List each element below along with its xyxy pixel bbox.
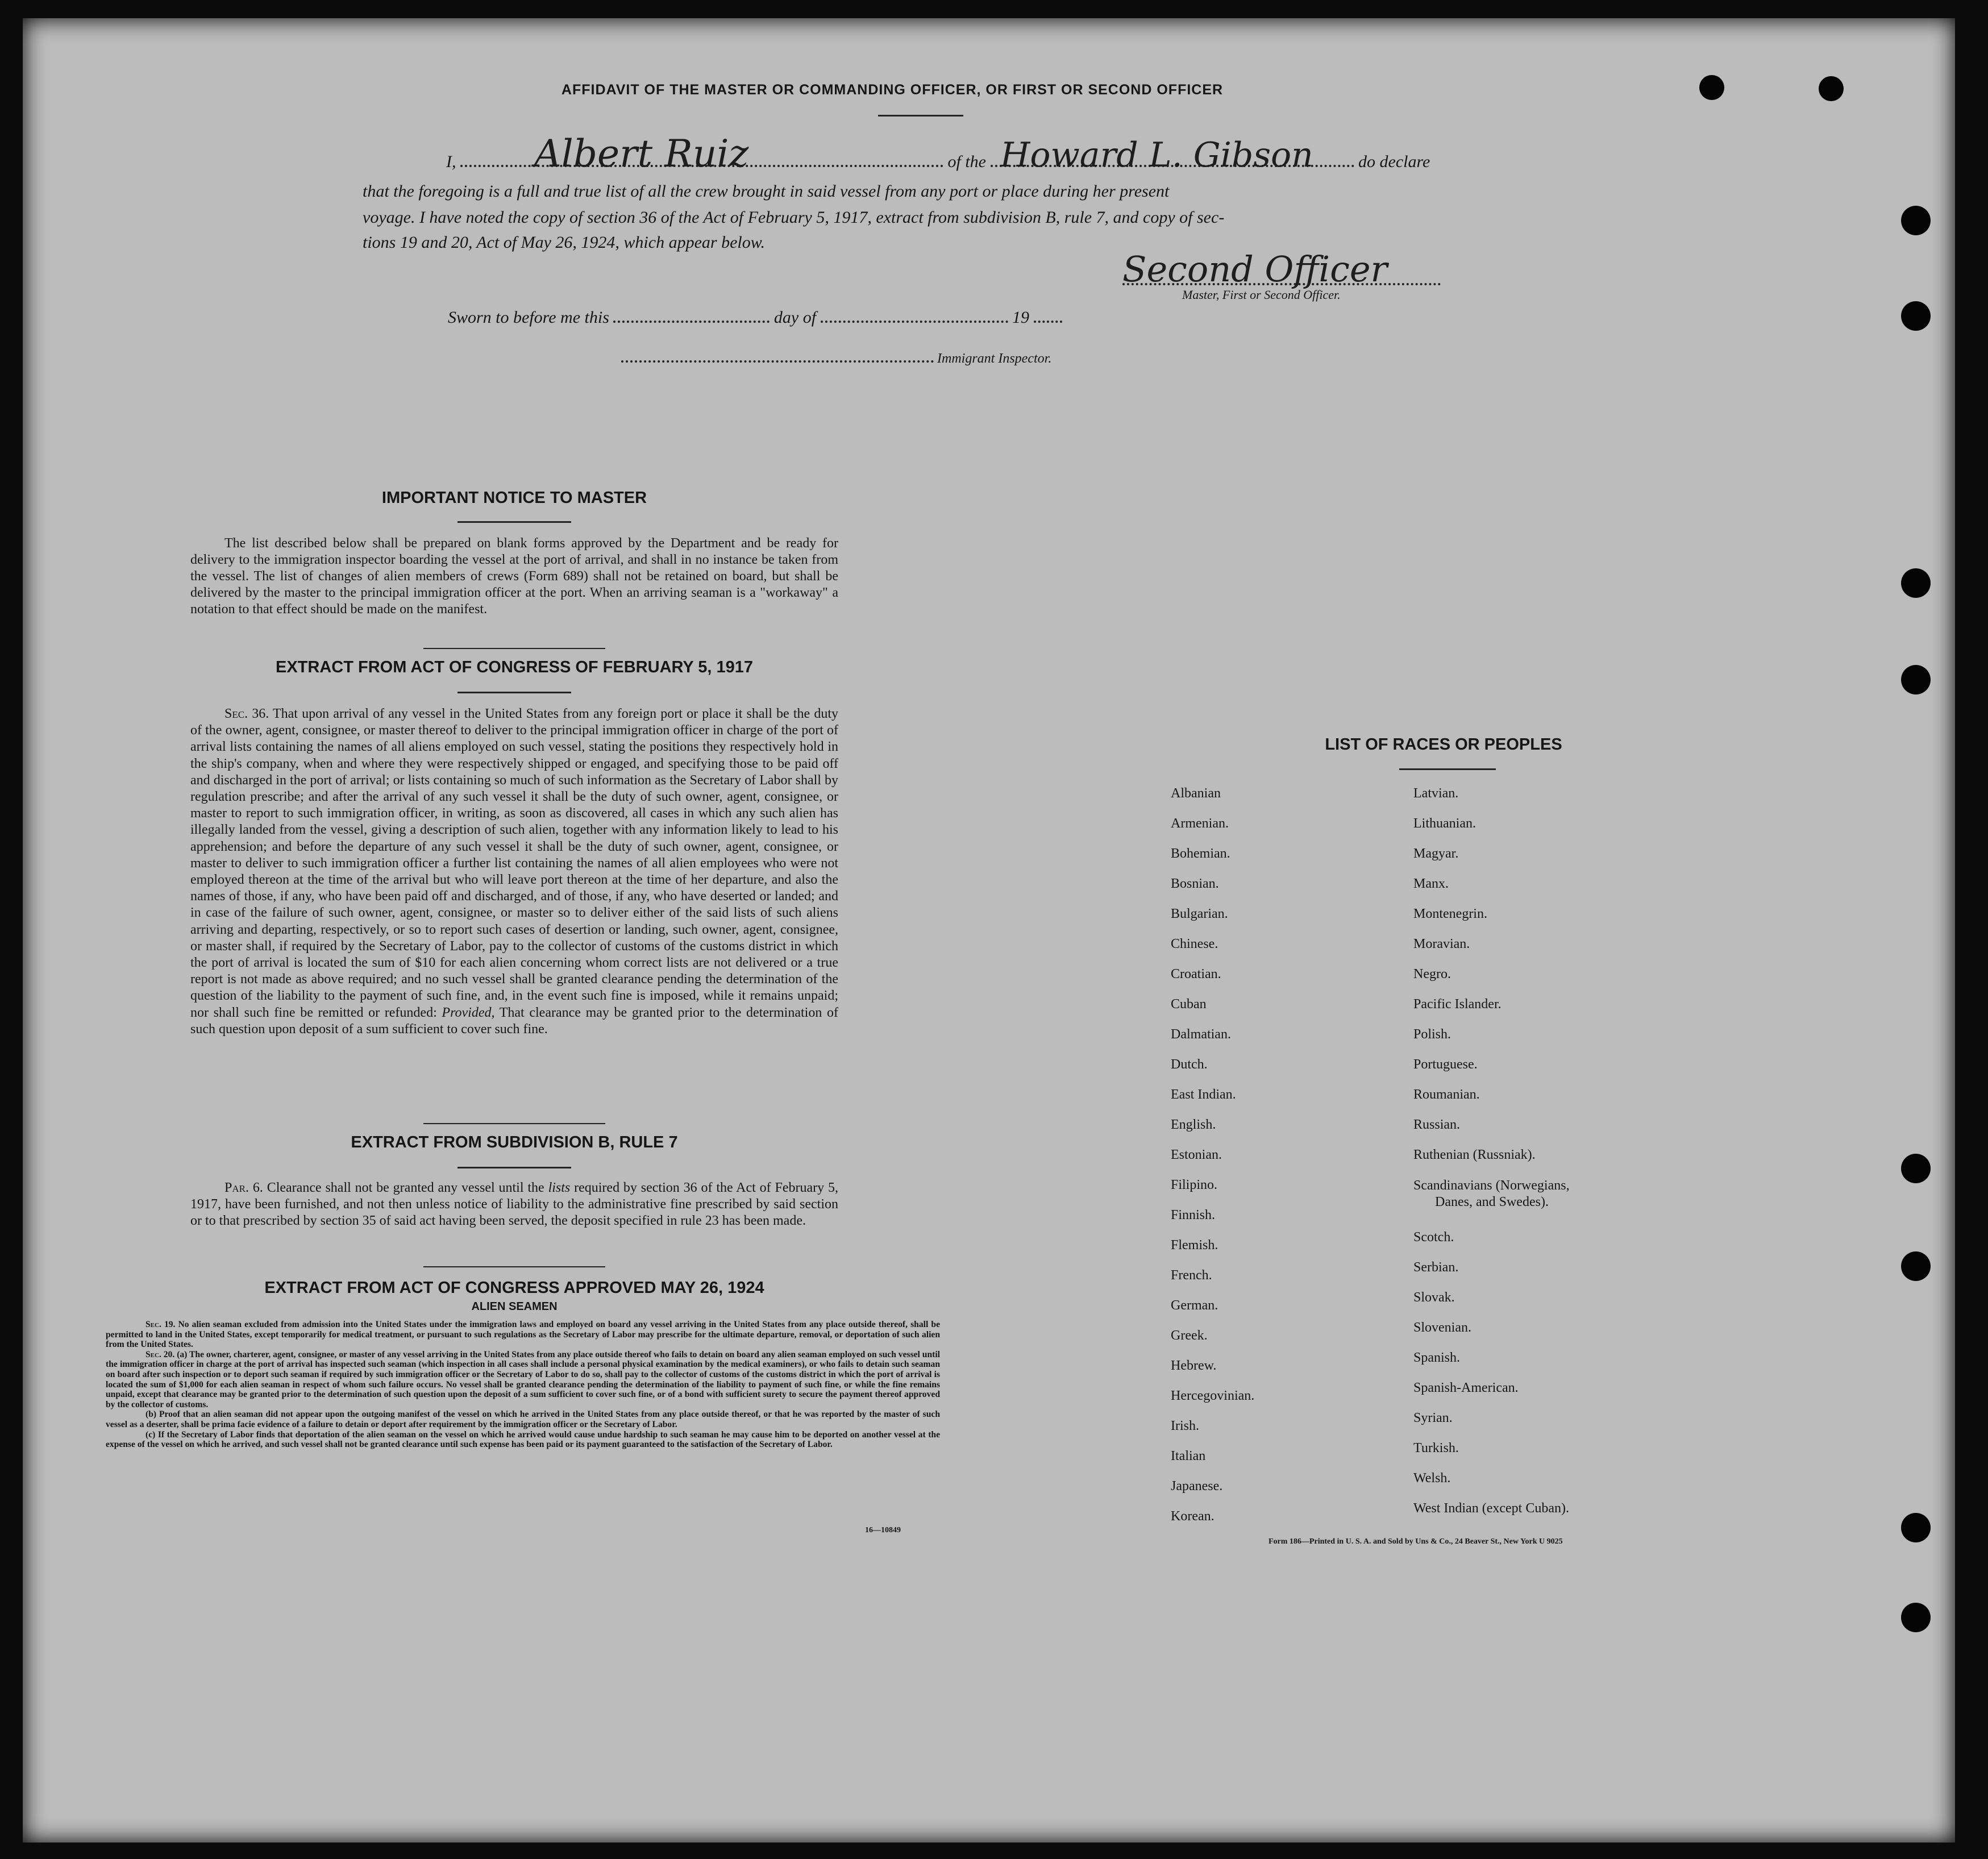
race-item: Croatian. [1171, 967, 1221, 982]
sec-36-label: Sec. 36. [224, 706, 269, 721]
race-item: Italian [1171, 1449, 1206, 1463]
sec-20b-text: (b) Proof that an alien seaman did not appear upon the outgoing manifest of the vessel on which he arrived in the United States from any place outside thereof, or that he was reported by the master of such vessel as a deserter, shall be prima facie evidence of a failure to detain or deport after requirement by the immigration officer or the Secretary of Labor. [106, 1409, 940, 1429]
year-label: 19 [1012, 308, 1030, 327]
race-item: Chinese. [1171, 937, 1218, 951]
name-signature: Albert Ruiz [534, 132, 749, 176]
races-column-2 [1413, 779, 1570, 1524]
race-item: Magyar. [1413, 846, 1459, 861]
race-item: Flemish. [1171, 1238, 1218, 1253]
race-item: French. [1171, 1268, 1212, 1283]
par-6-label: Par. 6. [224, 1180, 263, 1195]
sworn-month-blank [821, 321, 1008, 323]
race-item: Syrian. [1413, 1411, 1453, 1425]
race-item: Finnish. [1171, 1208, 1216, 1222]
race-item: Filipino. [1171, 1178, 1218, 1192]
race-item: Greek. [1171, 1328, 1208, 1343]
officer-caption: Master, First or Second Officer. [1182, 288, 1341, 302]
declaration-line-3: tions 19 and 20, Act of May 26, 1924, which appear below. [363, 233, 766, 252]
footer-print: Form 186—Printed in U. S. A. and Sold by Uns & Co., 24 Beaver St., New York U 9025 [1269, 1537, 1563, 1546]
race-item: Portuguese. [1413, 1057, 1478, 1072]
document-page [23, 18, 1955, 1843]
extract-1917-title: EXTRACT FROM ACT OF CONGRESS OF FEBRUARY 5, 1917 [275, 658, 754, 676]
declaration-line-1: that the foregoing is a full and true list of all the crew brought in said vessel from any port or place during her present [363, 182, 1170, 201]
race-item: Spanish-American. [1413, 1380, 1519, 1395]
inspector-blank [621, 360, 934, 363]
punch-hole [1819, 76, 1844, 101]
race-item: Irish. [1171, 1419, 1199, 1433]
race-item: Latvian. [1413, 786, 1459, 801]
sworn-line [448, 308, 1062, 327]
inspector-line [621, 351, 1051, 367]
vessel-signature: Howard L. Gibson [1000, 135, 1313, 175]
extract-1917-underline [458, 692, 571, 693]
race-item: Welsh. [1413, 1471, 1451, 1486]
rule7-body [190, 1180, 838, 1229]
i-label: I, [446, 152, 456, 171]
form-code: 16—10849 [865, 1526, 901, 1534]
divider [423, 648, 605, 649]
officer-signature-line [1122, 283, 1441, 285]
race-item: Hercegovinian. [1171, 1388, 1255, 1403]
race-item: Hebrew. [1171, 1358, 1217, 1373]
race-item: Moravian. [1413, 937, 1470, 951]
sworn-label: Sworn to before me this [448, 308, 609, 327]
sec-36-text: That upon arrival of any vessel in the United States from any foreign port or place it shall be the duty of the owner, agent, consignee, or master thereof to deliver to the principal immigration officer in charge of the port of arrival lists containing the names of all aliens employed on such vessel, stating the positions they respectively hold in the ship's company, when and where they were respectively shipped or engaged, and specifying those to be paid off and discharged in the port of arrival; or lists containing so much of such information as the Secretary of Labor shall by regulation prescribe; and after the arrival of any such vessel it shall be the duty of such owner, agent, consignee, or master to report to such immigration officer, in writing, as soon as discovered, all cases in which any such alien has illegally landed from the vessel, giving a description of such alien, together with any information likely to lead to his apprehension; and before the departure of any such vessel it shall be the duty of such owner, agent, consignee, or master to deliver to such immigration officer a further list containing the names of all alien employees who were not employed thereon at the time of the arrival but who will leave port thereon at the time of her departure, and also the names of those, if any, who have been paid off and discharged, and of those, if any, who have deserted or landed; and in case of the failure of such owner, agent, consignee, or master so to deliver either of the said lists of such aliens arriving and departing, respectively, or so to report such cases of desertion or landing, such owner, agent, consignee, or master shall, if required by the Secretary of Labor, pay to the collector of customs of the customs district in which the port of arrival is located the sum of $10 for each alien concerning whom correct lists are not delivered or a true report is not made as above required; and no such vessel shall be granted clearance pending the determination of the question of the liability to the payment of such fine, and, in the event such fine is imposed, while it remains unpaid; nor shall such fine be remitted or refunded: [190, 706, 838, 1020]
divider [423, 1123, 605, 1124]
race-item: Bulgarian. [1171, 906, 1228, 921]
punch-hole [1901, 301, 1931, 331]
race-item: Montenegrin. [1413, 906, 1487, 921]
races-underline [1399, 768, 1496, 770]
race-item: Danes, and Swedes). [1435, 1195, 1549, 1209]
race-item: Lithuanian. [1413, 816, 1476, 831]
punch-hole [1901, 1603, 1931, 1632]
notice-body: The list described below shall be prepared on blank forms approved by the Department and be ready for delivery to the immigration inspector boarding the vessel at the port of arrival, and shall in no instance be taken from the vessel. The list of changes of alien members of crews (Form 689) shall not be retained on board, but shall be delivered by the master to the principal immigration officer at the port. When an arriving seaman is a "workaway" a notation to that effect should be made on the manifest. [190, 536, 838, 617]
rule7-title: EXTRACT FROM SUBDIVISION B, RULE 7 [351, 1133, 678, 1151]
race-item: East Indian. [1171, 1087, 1236, 1102]
race-item: Manx. [1413, 876, 1449, 891]
punch-hole [1901, 568, 1931, 598]
extract-1924-body [106, 1320, 940, 1450]
race-item: Japanese. [1171, 1479, 1223, 1494]
declaration-line-2: voyage. I have noted the copy of section 36 of the Act of February 5, 1917, extract from subdivision B, rule 7, and copy of sec- [363, 208, 1225, 227]
sec-20c-text: (c) If the Secretary of Labor finds that deportation of the alien seaman on the vessel on which he arrived would cause undue hardship to such seaman he may cause him to be deported on another vessel at the expense of the vessel on which he arrived, and such vessel shall not be granted clearance until such expense has been paid or its payment guaranteed to the satisfaction of the Secretary of Labor. [106, 1429, 940, 1450]
race-item: Pacific Islander. [1413, 997, 1502, 1012]
races-column-1 [1171, 779, 1254, 1532]
race-item: Bohemian. [1171, 846, 1230, 861]
affidavit-title: AFFIDAVIT OF THE MASTER OR COMMANDING OFFICER, OR FIRST OR SECOND OFFICER [561, 82, 1224, 98]
race-item: Dutch. [1171, 1057, 1208, 1072]
punch-hole [1901, 1154, 1931, 1183]
punch-hole [1901, 665, 1931, 694]
provided-label: Provided, [442, 1005, 495, 1020]
alien-seamen-subtitle: ALIEN SEAMEN [471, 1300, 558, 1313]
do-declare-label: do declare [1358, 152, 1430, 171]
extract-1924-title: EXTRACT FROM ACT OF CONGRESS APPROVED MAY 26, 1924 [264, 1279, 764, 1297]
officer-signature: Second Officer [1122, 248, 1388, 290]
rule7-underline [458, 1167, 571, 1168]
race-item: Albanian [1171, 786, 1221, 801]
race-item: German. [1171, 1298, 1218, 1313]
race-item: West Indian (except Cuban). [1413, 1501, 1569, 1516]
race-item: Turkish. [1413, 1441, 1459, 1455]
title-underline [878, 115, 963, 117]
race-item: Roumanian. [1413, 1087, 1480, 1102]
sworn-year-blank [1034, 321, 1062, 323]
race-item: Korean. [1171, 1509, 1215, 1524]
race-item: Serbian. [1413, 1260, 1459, 1275]
race-item: Estonian. [1171, 1147, 1222, 1162]
day-of-label: day of [773, 308, 817, 327]
sec-20-label: Sec. 20. [145, 1349, 175, 1359]
notice-title: IMPORTANT NOTICE TO MASTER [381, 489, 647, 507]
punch-hole [1901, 1251, 1931, 1281]
par-6-text-a: Clearance shall not be granted any vessel until the [267, 1180, 544, 1195]
inspector-label: Immigrant Inspector. [937, 351, 1052, 366]
extract-1917-body [190, 706, 838, 1038]
notice-underline [458, 521, 571, 523]
of-the-label: of the [947, 152, 986, 171]
sec-36-text-end: That clearance may be granted prior to the determination of such question upon deposit of a sum sufficient to cover such fine. [190, 1005, 838, 1037]
sec-19-text: No alien seaman excluded from admission into the United States under the immigration laws and employed on board any vessel arriving in the United States from any place outside thereof, shall be permitted to land in the United States, except temporarily for medical treatment, or pursuant to such regulations as the Secretary of Labor may prescribe for the ultimate departure, removal, or deportation of such alien from the United States. [106, 1320, 940, 1350]
sworn-day-blank [613, 321, 770, 323]
lists-word: lists [548, 1180, 571, 1195]
race-item: Slovenian. [1413, 1320, 1471, 1335]
race-item: Slovak. [1413, 1290, 1455, 1305]
race-item: Cuban [1171, 997, 1207, 1012]
race-item: Scotch. [1413, 1230, 1454, 1245]
par-6-text-b: required by section 36 of the Act of February 5, 1917, have been furnished, and not then unless notice of liability to the administrative fine prescribed by said section or to that prescribed by section 35 of said act having been served, the deposit specified in rule 23 has been made. [190, 1180, 839, 1228]
race-item: Russian. [1413, 1117, 1461, 1132]
race-item: Armenian. [1171, 816, 1229, 831]
races-title: LIST OF RACES OR PEOPLES [1325, 735, 1562, 754]
race-item: Ruthenian (Russniak). [1413, 1147, 1536, 1162]
race-item: English. [1171, 1117, 1216, 1132]
punch-hole [1901, 206, 1931, 235]
race-item: Scandinavians (Norwegians, [1413, 1178, 1570, 1193]
divider [423, 1266, 605, 1267]
race-item: Bosnian. [1171, 876, 1219, 891]
punch-hole [1901, 1513, 1931, 1542]
race-item: Spanish. [1413, 1350, 1461, 1365]
sec-20a-text: (a) The owner, charterer, agent, consignee, or master of any vessel arriving in the United States from any place outside thereof who fails to detain on board any alien seaman employed on such vessel until the immigration officer in charge at the port of arrival has inspected such seaman (which inspection in all cases shall include a personal physical examination by the medical examiners), or who fails to detain such seaman on board after such inspection or to deport such seaman if required by such immigration officer or the Secretary of Labor to do so, shall pay to the collector of customs of the customs district in which the port of arrival is located the sum of $1,000 for each alien seaman in respect of whom such failure occurs. No vessel shall be granted clearance pending the determination of the liability to payment of such fine, or while the fine remains unpaid, except that clearance may be granted prior to the determination of such question upon the deposit of a sum sufficient to cover such fine, or of a bond with sufficient surety to secure the payment thereof approved by the collector of customs. [106, 1349, 941, 1409]
sec-19-label: Sec. 19. [145, 1320, 176, 1329]
race-item: Polish. [1413, 1027, 1452, 1042]
race-item: Dalmatian. [1171, 1027, 1231, 1042]
race-item: Negro. [1413, 967, 1451, 982]
